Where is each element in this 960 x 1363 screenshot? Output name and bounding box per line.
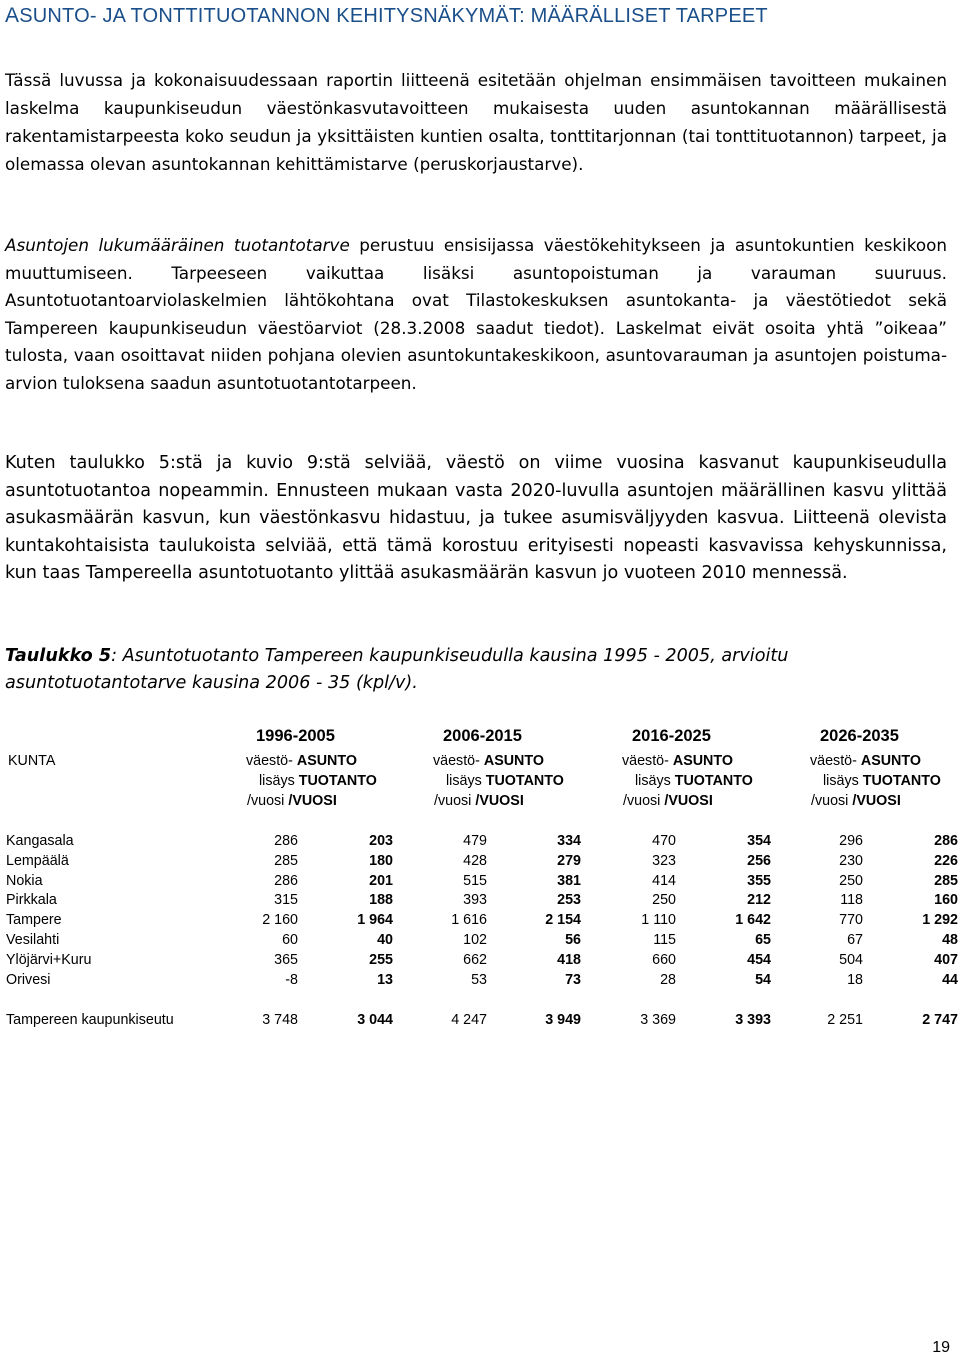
subheader-row3 bbox=[811, 793, 901, 809]
paragraph-2-italic: Asuntojen lukumääräinen tuotantotarve bbox=[5, 235, 350, 255]
table-caption bbox=[5, 643, 950, 697]
housing-production-value: 203 bbox=[369, 833, 393, 849]
period-header-4: 2026-2035 bbox=[820, 727, 899, 745]
sub-vuosi: /vuosi bbox=[811, 793, 849, 809]
subheader-row1 bbox=[433, 753, 544, 769]
sub-vuosi-upper: /VUOSI bbox=[475, 793, 524, 809]
sub-tuotanto: TUOTANTO bbox=[485, 773, 564, 789]
housing-production-value: 354 bbox=[747, 833, 771, 849]
total-housing-production: 3 949 bbox=[545, 1012, 581, 1028]
population-growth-value: 285 bbox=[274, 853, 298, 869]
section-heading bbox=[5, 4, 955, 28]
housing-production-value: 454 bbox=[747, 952, 771, 968]
total-population-growth: 3 748 bbox=[262, 1012, 298, 1028]
housing-production-value: 54 bbox=[755, 972, 771, 988]
sub-tuotanto: TUOTANTO bbox=[862, 773, 941, 789]
housing-production-value: 381 bbox=[557, 873, 581, 889]
population-growth-value: 18 bbox=[847, 972, 863, 988]
housing-production-value: 355 bbox=[747, 873, 771, 889]
sub-lisays: lisäys bbox=[823, 773, 859, 789]
subheader-row3 bbox=[247, 793, 337, 809]
population-growth-value: 504 bbox=[839, 952, 863, 968]
population-growth-value: 250 bbox=[839, 873, 863, 889]
housing-production-value: 188 bbox=[369, 892, 393, 908]
subheader-row2 bbox=[259, 773, 377, 789]
kunta-header: KUNTA bbox=[8, 753, 56, 769]
subheader-row1 bbox=[246, 753, 357, 769]
subheader-row2 bbox=[823, 773, 941, 789]
total-population-growth: 4 247 bbox=[451, 1012, 487, 1028]
page-number: 19 bbox=[932, 1339, 950, 1356]
period-header-2: 2006-2015 bbox=[443, 727, 522, 745]
population-growth-value: 67 bbox=[847, 932, 863, 948]
sub-vaesto: väestö- bbox=[810, 753, 857, 769]
sub-vuosi: /vuosi bbox=[434, 793, 472, 809]
population-growth-value: 1 110 bbox=[641, 912, 676, 928]
housing-production-value: 256 bbox=[747, 853, 771, 869]
table-caption-label: Taulukko 5 bbox=[5, 646, 112, 666]
sub-vuosi-upper: /VUOSI bbox=[852, 793, 901, 809]
total-population-growth: 2 251 bbox=[827, 1012, 863, 1028]
population-growth-value: 1 616 bbox=[451, 912, 487, 928]
population-growth-value: 2 160 bbox=[262, 912, 298, 928]
population-growth-value: 414 bbox=[652, 873, 676, 889]
heading-initial: A bbox=[5, 4, 20, 27]
sub-lisays: lisäys bbox=[635, 773, 671, 789]
sub-vaesto: väestö- bbox=[622, 753, 669, 769]
population-growth-value: 60 bbox=[282, 932, 298, 948]
housing-production-value: 56 bbox=[565, 932, 581, 948]
population-growth-value: 102 bbox=[463, 932, 487, 948]
population-growth-value: 470 bbox=[652, 833, 676, 849]
housing-production-value: 253 bbox=[557, 892, 581, 908]
population-growth-value: 315 bbox=[274, 892, 298, 908]
subheader-row2 bbox=[446, 773, 564, 789]
housing-production-value: 285 bbox=[934, 873, 958, 889]
sub-vaesto: väestö- bbox=[433, 753, 480, 769]
population-growth-value: 53 bbox=[471, 972, 487, 988]
housing-production-value: 160 bbox=[934, 892, 958, 908]
population-growth-value: 115 bbox=[653, 932, 676, 948]
population-growth-value: 770 bbox=[839, 912, 863, 928]
sub-vuosi-upper: /VUOSI bbox=[288, 793, 337, 809]
subheader-row1 bbox=[622, 753, 733, 769]
housing-production-value: 226 bbox=[934, 853, 958, 869]
paragraph-2-text: perustuu ensisijassa väestökehitykseen ja asuntokuntien keskikoon muuttumiseen. Tarpeeseen vaikuttaa lisäksi asuntopoistuman ja varauman suuruus. Asuntotuotantoarviolaskelmien lähtökohtana ovat Tilastokeskuksen asuntokanta- ja väestötiedot sekä Tampereen kaupunkiseudun väestöarviot (28.3.2008 saadut tiedot). Laskelmat eivät osoita yhtä ”oikeaa” tulosta, vaan osoittavat niiden pohjana olevien asuntokuntakeskikoon, asuntovarauman ja asuntojen poistuma-arvion tuloksena saadun asuntotuotantotarpeen. bbox=[5, 235, 947, 393]
population-growth-value: 28 bbox=[660, 972, 676, 988]
housing-production-value: 1 642 bbox=[735, 912, 771, 928]
housing-production-value: 1 292 bbox=[922, 912, 958, 928]
population-growth-value: 393 bbox=[463, 892, 487, 908]
population-growth-value: 479 bbox=[463, 833, 487, 849]
sub-tuotanto: TUOTANTO bbox=[298, 773, 377, 789]
housing-production-value: 44 bbox=[942, 972, 958, 988]
total-name: Tampereen kaupunkiseutu bbox=[6, 1012, 174, 1028]
sub-vuosi: /vuosi bbox=[623, 793, 661, 809]
population-growth-value: 323 bbox=[652, 853, 676, 869]
total-housing-production: 3 044 bbox=[357, 1012, 393, 1028]
subheader-row1 bbox=[810, 753, 921, 769]
table-caption-text: : Asuntotuotanto Tampereen kaupunkiseudulla kausina 1995 - 2005, arvioitu asuntotuotantotarve kausina 2006 - 35 (kpl/v). bbox=[5, 646, 789, 693]
municipality-name: Orivesi bbox=[6, 972, 51, 988]
paragraph-2 bbox=[5, 232, 947, 397]
housing-production-value: 212 bbox=[747, 892, 771, 908]
housing-production-value: 40 bbox=[377, 932, 393, 948]
sub-asunto: ASUNTO bbox=[296, 753, 357, 769]
sub-tuotanto: TUOTANTO bbox=[674, 773, 753, 789]
housing-production-value: 407 bbox=[934, 952, 958, 968]
subheader-row3 bbox=[434, 793, 524, 809]
sub-asunto: ASUNTO bbox=[672, 753, 733, 769]
sub-lisays: lisäys bbox=[446, 773, 482, 789]
housing-production-value: 73 bbox=[565, 972, 581, 988]
population-growth-value: -8 bbox=[285, 972, 298, 988]
population-growth-value: 286 bbox=[274, 833, 298, 849]
subheader-row3 bbox=[623, 793, 713, 809]
population-growth-value: 365 bbox=[274, 952, 298, 968]
total-housing-production: 2 747 bbox=[922, 1012, 958, 1028]
population-growth-value: 250 bbox=[652, 892, 676, 908]
housing-production-value: 13 bbox=[377, 972, 393, 988]
housing-production-value: 48 bbox=[942, 932, 958, 948]
population-growth-value: 662 bbox=[463, 952, 487, 968]
subheader-row2 bbox=[635, 773, 753, 789]
population-growth-value: 428 bbox=[463, 853, 487, 869]
population-growth-value: 515 bbox=[463, 873, 487, 889]
sub-lisays: lisäys bbox=[259, 773, 295, 789]
sub-vuosi: /vuosi bbox=[247, 793, 285, 809]
sub-vuosi-upper: /VUOSI bbox=[664, 793, 713, 809]
period-header-1: 1996-2005 bbox=[256, 727, 335, 745]
population-growth-value: 296 bbox=[839, 833, 863, 849]
housing-production-value: 418 bbox=[557, 952, 581, 968]
housing-production-value: 279 bbox=[557, 853, 581, 869]
housing-production-value: 65 bbox=[755, 932, 771, 948]
municipality-name: Pirkkala bbox=[6, 892, 57, 908]
municipality-name: Lempäälä bbox=[6, 853, 69, 869]
sub-asunto: ASUNTO bbox=[860, 753, 921, 769]
municipality-name: Vesilahti bbox=[6, 932, 60, 948]
heading-part-1: SUNTO- bbox=[19, 5, 97, 27]
total-housing-production: 3 393 bbox=[735, 1012, 771, 1028]
population-growth-value: 286 bbox=[274, 873, 298, 889]
heading-part-2: JA TONTTITUOTANNON KEHITYSNÄKYMÄT: MÄÄRÄLLISET TARPEET bbox=[96, 5, 768, 27]
municipality-name: Kangasala bbox=[6, 833, 74, 849]
housing-production-value: 255 bbox=[369, 952, 393, 968]
housing-production-value: 2 154 bbox=[545, 912, 581, 928]
paragraph-1: Tässä luvussa ja kokonaisuudessaan raportin liitteenä esitetään ohjelman ensimmäisen tavoitteen mukainen laskelma kaupunkiseudun väestönkasvutavoitteen mukaisesta uuden asuntokannan määrällisestä rakentamistarpeesta koko seudun ja yksittäisten kuntien osalta, tonttitarjonnan (tai tonttituotannon) tarpeet, ja olemassa olevan asuntokannan kehittämistarve (peruskorjaustarve). bbox=[5, 70, 947, 174]
municipality-name: Nokia bbox=[6, 873, 43, 889]
municipality-name: Tampere bbox=[6, 912, 62, 928]
sub-asunto: ASUNTO bbox=[483, 753, 544, 769]
municipality-name: Ylöjärvi+Kuru bbox=[6, 952, 92, 968]
housing-production-value: 201 bbox=[369, 873, 393, 889]
housing-production-value: 286 bbox=[934, 833, 958, 849]
total-population-growth: 3 369 bbox=[640, 1012, 676, 1028]
population-growth-value: 230 bbox=[839, 853, 863, 869]
housing-production-value: 180 bbox=[369, 853, 393, 869]
housing-production-value: 1 964 bbox=[357, 912, 393, 928]
population-growth-value: 660 bbox=[652, 952, 676, 968]
period-header-3: 2016-2025 bbox=[632, 727, 711, 745]
sub-vaesto: väestö- bbox=[246, 753, 293, 769]
population-growth-value: 118 bbox=[840, 892, 863, 908]
housing-production-value: 334 bbox=[557, 833, 581, 849]
paragraph-3: Kuten taulukko 5:stä ja kuvio 9:stä selviää, väestö on viime vuosina kasvanut kaupunkiseudulla asuntotuotantoa nopeammin. Ennusteen mukaan vasta 2020-luvulla asuntojen määrällinen kasvu ylittää asukasmäärän kasvun, kun väestönkasvu hidastuu, ja tukee asumisväljyyden kasvua. Liitteenä olevista kuntakohtaisista taulukoista selviää, että tämä korostuu erityisesti nopeasti kasvavissa kehyskunnissa, kun taas Tampereella asuntotuotanto ylittää asukasmäärän kasvun jo vuoteen 2010 mennessä. bbox=[5, 453, 947, 583]
